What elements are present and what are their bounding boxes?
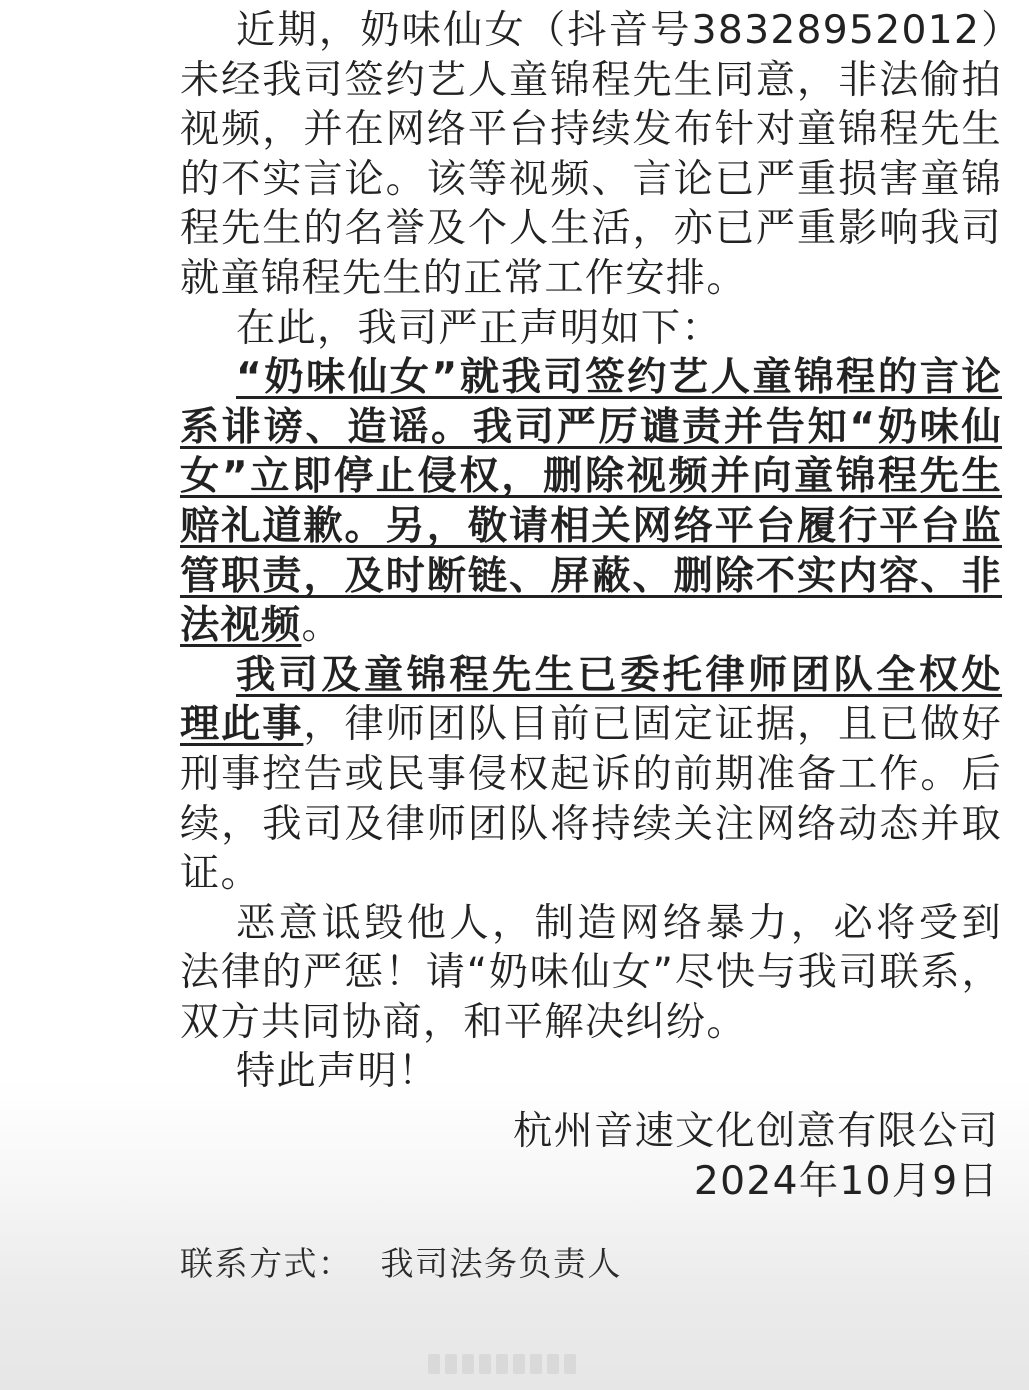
paragraph-warning (180, 899, 1002, 1048)
paragraph-closing-text: 特此声明！ (236, 1049, 439, 1095)
paragraph-declaration-lead (180, 304, 1002, 354)
statement-date: 2024年10月9日 (693, 1159, 999, 1204)
paragraph-demands-text: “奶味仙女”就我司签约艺人童锦程的言论系诽谤、造谣。我司严厉谴责并告知“奶味仙女”立即停止侵权，删除视频并向童锦程先生赔礼道歉。另，敬请相关网络平台履行平台监管职责，及时断链、屏蔽、删除不实内容、非法视频 (180, 355, 1002, 649)
contact-label: 联系方式： (180, 1244, 353, 1283)
legal-action-text: ，律师团队目前已固定证据，且已做好刑事控告或民事侵权起诉的前期准备工作。后续，我司及律师团队将持续关注网络动态并取证。 (180, 702, 1002, 897)
contact-line (180, 1238, 622, 1285)
paragraph-intro (180, 6, 1002, 304)
paragraph-declaration-lead-text: 在此，我司严正声明如下： (236, 305, 722, 351)
watermark (428, 1354, 576, 1374)
paragraph-demands (180, 353, 1002, 651)
paragraph-legal-action (180, 651, 1002, 899)
paragraph-warning-text: 恶意诋毁他人，制造网络暴力，必将受到法律的严惩！请“奶味仙女”尽快与我司联系，双方共同协商，和平解决纠纷。 (180, 900, 1002, 1045)
paragraph-intro-text: 近期，奶味仙女（抖音号38328952012）未经我司签约艺人童锦程先生同意，非法偷拍视频，并在网络平台持续发布针对童锦程先生的不实言论。该等视频、言论已严重损害童锦程先生的名誉及个人生活，亦已严重影响我司就童锦程先生的正常工作安排。 (180, 8, 1002, 301)
contact-value: 我司法务负责人 (380, 1244, 622, 1283)
legal-action-emphasis: 我司及童锦程先生已委托律师团队全权处理此事 (180, 652, 1002, 748)
paragraph-demands-end: 。 (301, 603, 342, 649)
paragraph-closing (180, 1047, 1002, 1097)
statement-body (180, 6, 1002, 1097)
company-name: 杭州音速文化创意有限公司 (513, 1109, 999, 1154)
